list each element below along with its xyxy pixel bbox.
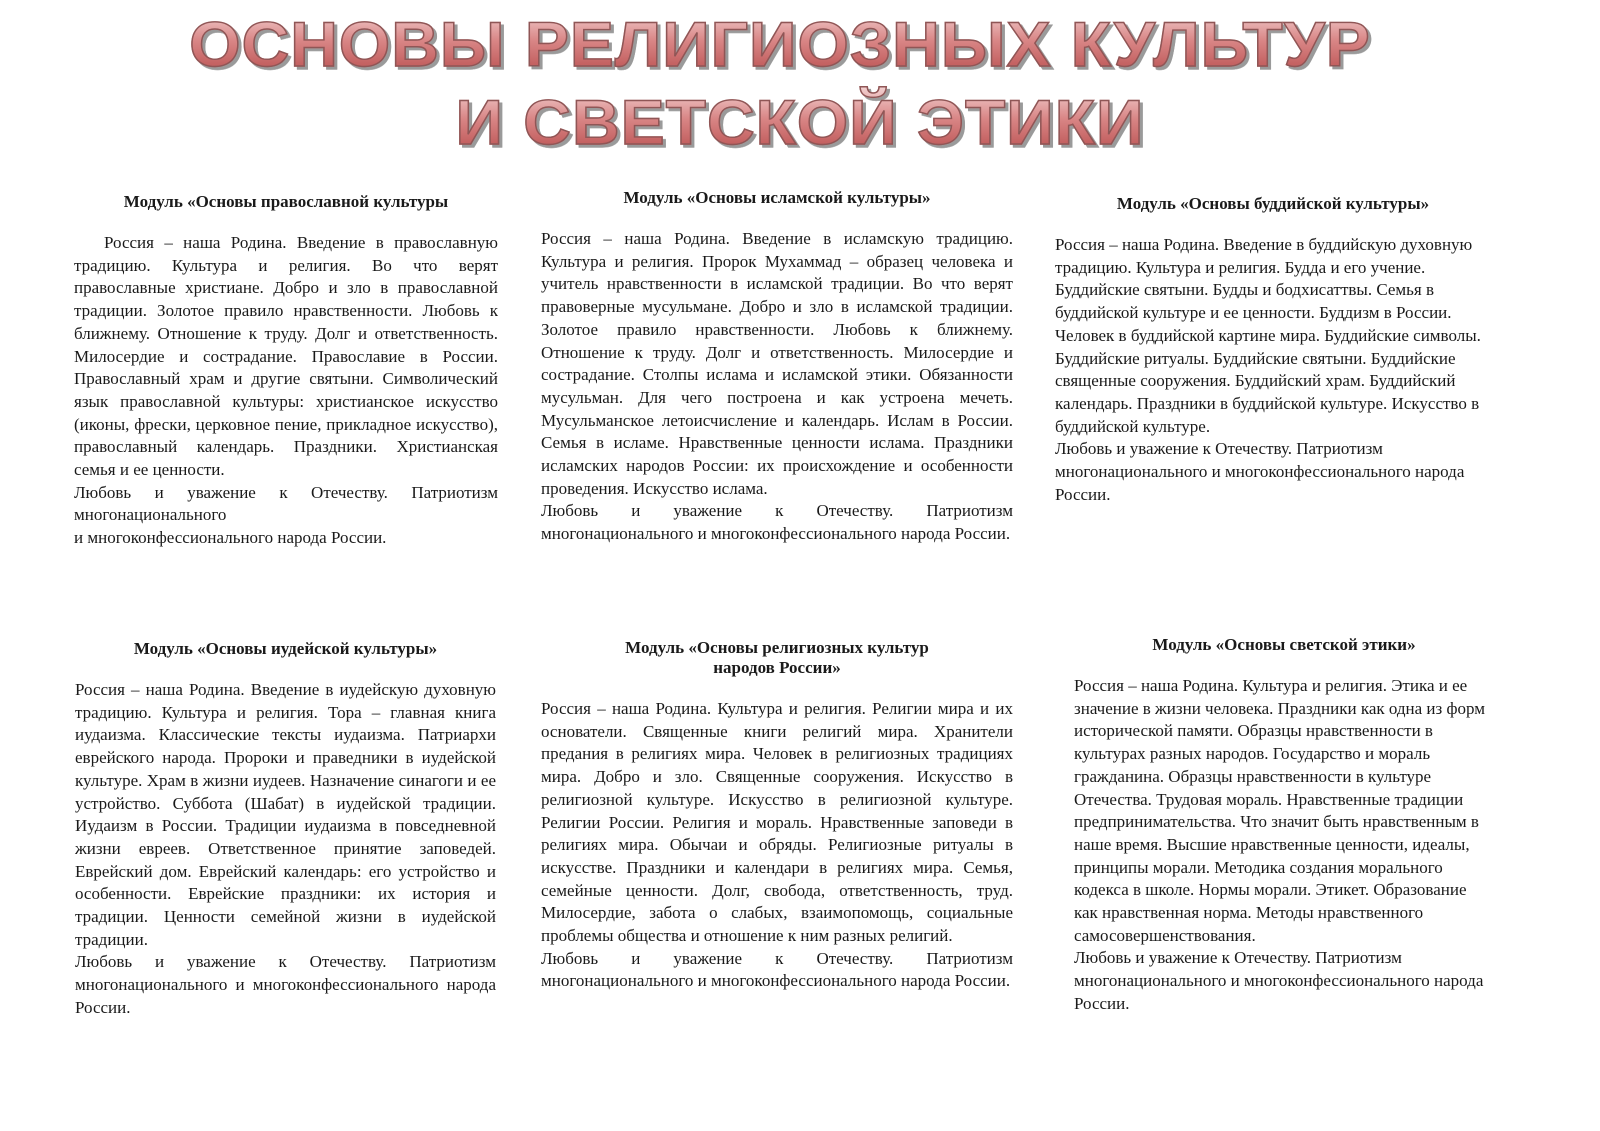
module-text: Россия – наша Родина. Введение в буддийскую духовную традицию. Культура и религия. Будда и его учение. Буддийские святыни. Будды и бодхисаттвы. Семья в буддийской культуре и ее ценности. Буддизм в России. Человек в буддийской картине мира. Буддийские символы. Буддийские ритуалы. Буддийские святыни. Буддийские священные сооружения. Буддийский храм. Буддийский календарь. Праздники в буддийской культуре. Искусство в буддийской культуре. xyxy=(1055,235,1481,436)
module-secular-ethics xyxy=(1074,635,1494,1016)
module-heading: Модуль «Основы светской этики» xyxy=(1152,635,1416,654)
module-heading: Модуль «Основы исламской культуры» xyxy=(623,188,931,207)
module-islam xyxy=(541,188,1013,546)
page-title-line-2: И СВЕТСКОЙ ЭТИКИ xyxy=(0,86,1600,158)
module-text: Россия – наша Родина. Культура и религия. Этика и ее значение в жизни человека. Праздники как одна из форм исторической памяти. Образцы нравственности в культурах разных народов. Государство и мораль гражданина. Образцы нравственности в культуре Отечества. Трудовая мораль. Нравственные традиции предпринимательства. Что значит быть нравственным в наше время. Высшие нравственные ценности, идеалы, принципы морали. Методика создания морального кодекса в школе. Нормы морали. Этикет. Образование как нравственная норма. Методы нравственного самосовершенствования. xyxy=(1074,676,1486,945)
module-orthodox xyxy=(74,192,498,550)
module-text: Любовь и уважение к Отечеству. Патриотизм многонационального xyxy=(74,482,498,525)
page-title-line-1: ОСНОВЫ РЕЛИГИОЗНЫХ КУЛЬТУР xyxy=(0,8,1580,80)
module-text: Любовь и уважение к Отечеству. Патриотизм многонационального и многоконфессионального народа России. xyxy=(541,948,1013,991)
module-text: Любовь и уважение к Отечеству. Патриотизм многонационального и многоконфессионального народа России. xyxy=(75,952,496,1017)
module-judaism xyxy=(75,639,496,1020)
module-text: Россия – наша Родина. Культура и религия. Религии мира и их основатели. Священные книги религий мира. Хранители предания в религиях мира. Человек в религиозных традициях мира. Добро и зло. Священные сооружения. Искусство в религиозной культуре. Искусство в религиозной культуре. Религии России. Религия и мораль. Нравственные заповеди в религиях мира. Обычаи и обряды. Религиозные ритуалы в искусстве. Праздники и календари в религиях мира. Семья, семейные ценности. Долг, свобода, ответственность, труд. Милосердие, забота о слабых, взаимопомощь, социальные проблемы общества и отношение к ним разных религий. xyxy=(541,699,1013,946)
module-heading: Модуль «Основы иудейской культуры» xyxy=(133,639,438,658)
module-heading: Модуль «Основы православной культуры xyxy=(123,192,449,211)
module-text: Россия – наша Родина. Введение в исламскую традицию. Культура и религия. Пророк Мухаммад – образец человека и учитель нравственности в исламской традиции. Во что верят правоверные мусульмане. Добро и зло в исламской традиции. Золотое правило нравственности. Любовь к ближнему. Отношение к труду. Долг и ответственность. Милосердие и сострадание. Столпы ислама и исламской этики. Обязанности мусульман. Для чего построена и как устроена мечеть. Мусульманское летоисчисление и календарь. Ислам в России. Семья в исламе. Нравственные ценности ислама. Праздники исламских народов России: их происхождение и особенности проведения. Искусство ислама. xyxy=(541,229,1013,498)
module-heading: Модуль «Основы буддийской культуры» xyxy=(1116,194,1430,213)
module-religions-of-russia xyxy=(541,638,1013,993)
module-text: и многоконфессионального народа России. xyxy=(74,528,387,548)
module-text: Россия – наша Родина. Введение в иудейскую духовную традицию. Культура и религия. Тора – главная книга иудаизма. Классические тексты иудаизма. Патриархи еврейского народа. Пророки и праведники в иудейской культуре. Храм в жизни иудеев. Назначение синагоги и ее устройство. Суббота (Шабат) в иудейской традиции. Иудаизм в России. Традиции иудаизма в повседневной жизни евреев. Ответственное принятие заповедей. Еврейский дом. Еврейский календарь: его устройство и особенности. Еврейские праздники: их история и традиции. Ценности семейной жизни в иудейской традиции. xyxy=(75,680,496,949)
module-text: Любовь и уважение к Отечеству. Патриотизм многонационального и многоконфессионального народа России. xyxy=(541,501,1013,544)
module-buddhism xyxy=(1055,194,1491,506)
module-text: Россия – наша Родина. Введение в православную традицию. Культура и религия. Во что верят православные христиане. Добро и зло в православной традиции. Золотое правило нравственности. Любовь к ближнему. Отношение к труду. Долг и ответственность. Милосердие и сострадание. Православие в России. Православный храм и другие святыни. Символический язык православной культуры: христианское искусство (иконы, фрески, церковное пение, прикладное искусство), православный календарь. Праздники. Христианская семья и ее ценности. xyxy=(74,233,498,480)
module-text: Любовь и уважение к Отечеству. Патриотизм многонационального и многоконфессионального народа России. xyxy=(1074,948,1484,1013)
module-text: Любовь и уважение к Отечеству. Патриотизм многонационального и многоконфессионального народа России. xyxy=(1055,439,1465,504)
module-heading: Модуль «Основы религиозных культур народов России» xyxy=(625,638,929,677)
